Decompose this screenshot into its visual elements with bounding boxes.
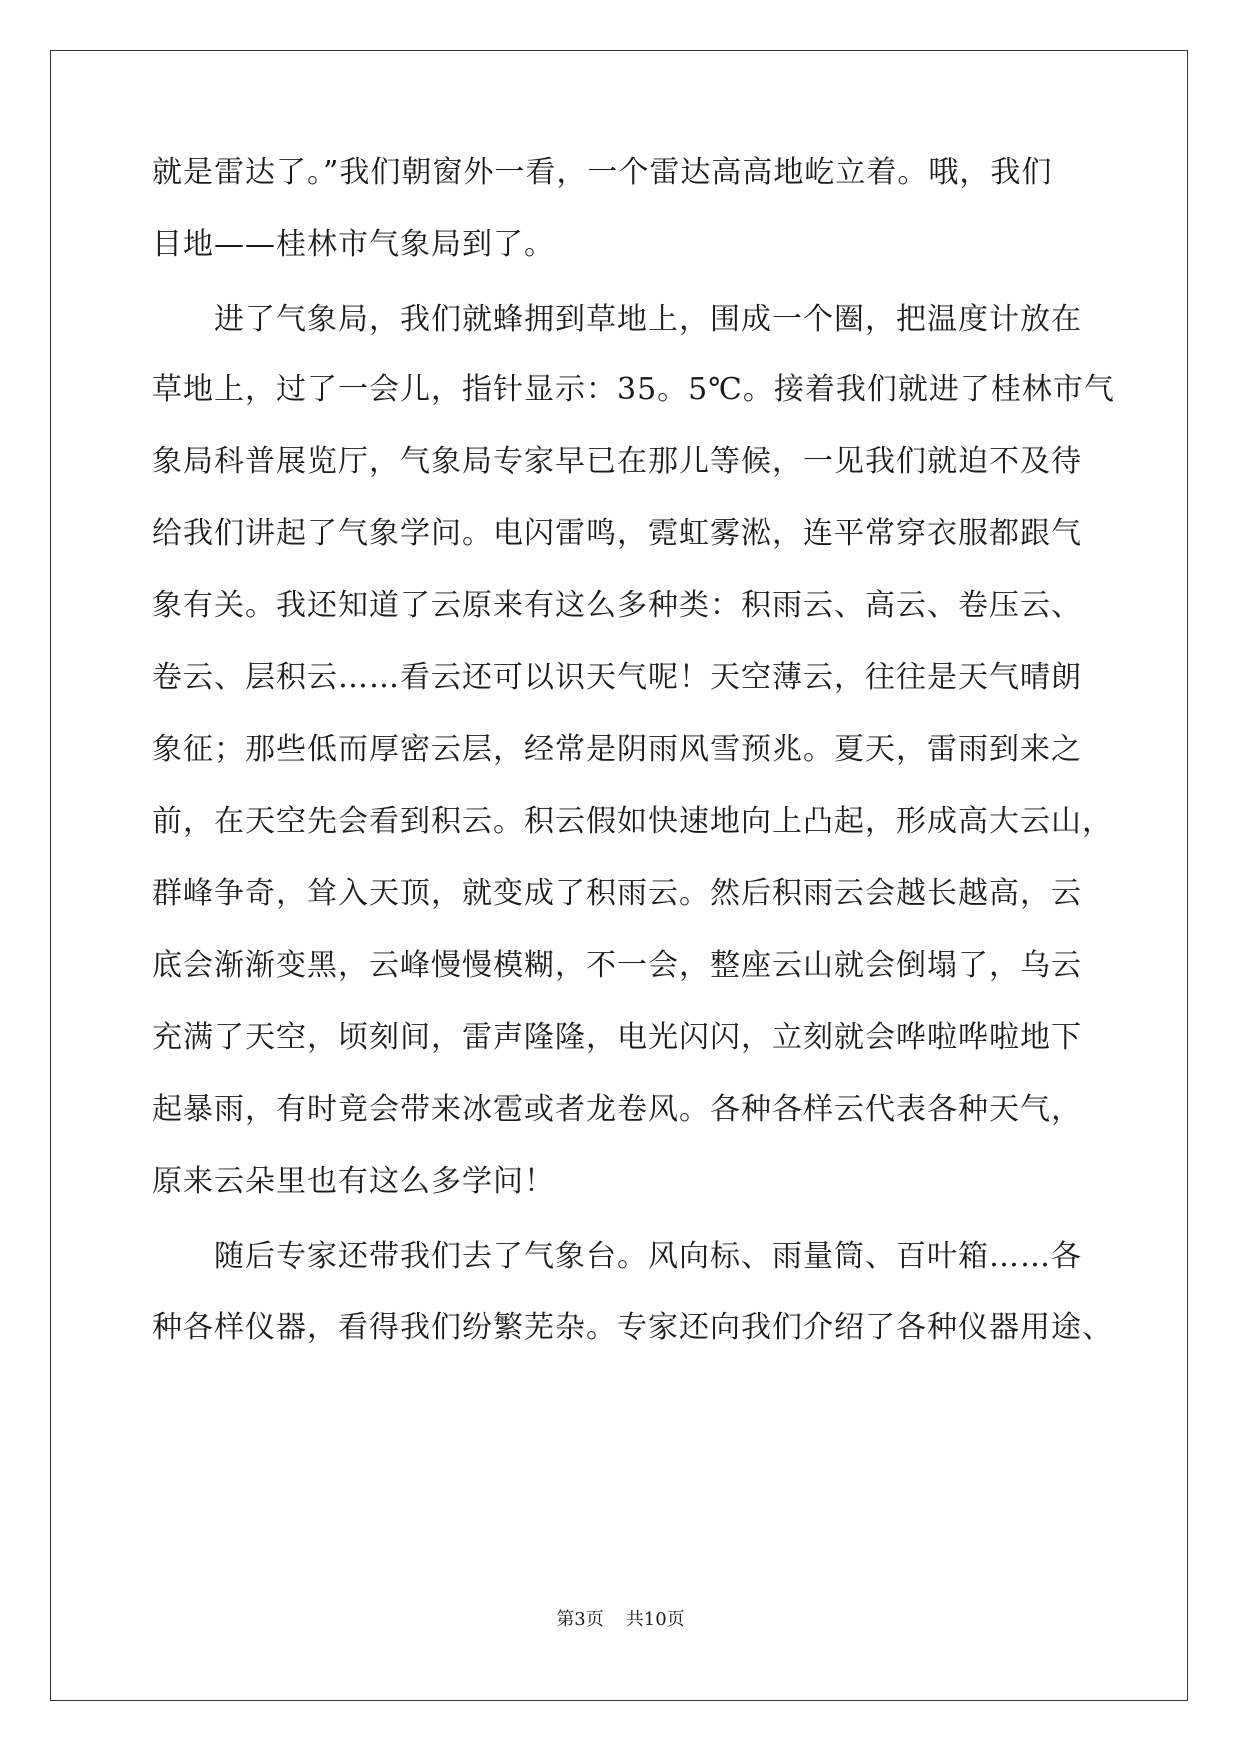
text-line: 起暴雨，有时竟会带来冰雹或者龙卷风。各种各样云代表各种天气，: [152, 1092, 1082, 1127]
paragraph-start-line: 随后专家还带我们去了气象台。风向标、雨量筒、百叶箱……各: [214, 1239, 1082, 1274]
text-line: 卷云、层积云……看云还可以识天气呢！天空薄云，往往是天气晴朗: [152, 660, 1082, 695]
text-line: 给我们讲起了气象学问。电闪雷鸣，霓虹雾淞，连平常穿衣服都跟气: [152, 516, 1082, 551]
text-line: 种各样仪器，看得我们纷繁芜杂。专家还向我们介绍了各种仪器用途、: [152, 1310, 1113, 1345]
page-number: 第3页: [556, 1609, 604, 1630]
text-line: 象征；那些低而厚密云层，经常是阴雨风雪预兆。夏天，雷雨到来之: [152, 732, 1082, 767]
text-line: 原来云朵里也有这么多学问！: [152, 1164, 555, 1199]
text-line: 目地——桂林市气象局到了。: [152, 227, 555, 262]
paragraph-start-line: 进了气象局，我们就蜂拥到草地上，围成一个圈，把温度计放在: [214, 302, 1082, 337]
text-line: 底会渐渐变黑，云峰慢慢模糊，不一会，整座云山就会倒塌了，乌云: [152, 948, 1082, 983]
text-line: 就是雷达了。”我们朝窗外一看，一个雷达高高地屹立着。哦，我们: [152, 155, 1053, 190]
text-line: 象有关。我还知道了云原来有这么多种类：积雨云、高云、卷压云、: [152, 588, 1082, 623]
text-line: 群峰争奇，耸入天顶，就变成了积雨云。然后积雨云会越长越高，云: [152, 876, 1082, 911]
text-line: 前，在天空先会看到积云。积云假如快速地向上凸起，形成高大云山，: [152, 804, 1113, 839]
text-line: 充满了天空，顷刻间，雷声隆隆，电光闪闪，立刻就会哗啦哗啦地下: [152, 1020, 1082, 1055]
page-total: 共10页: [625, 1609, 685, 1630]
text-line: 象局科普展览厅，气象局专家早已在那儿等候，一见我们就迫不及待: [152, 444, 1082, 479]
text-line: 草地上，过了一会儿，指针显示：35。5℃。接着我们就进了桂林市气: [152, 372, 1115, 407]
page-footer: [0, 1609, 1241, 1631]
